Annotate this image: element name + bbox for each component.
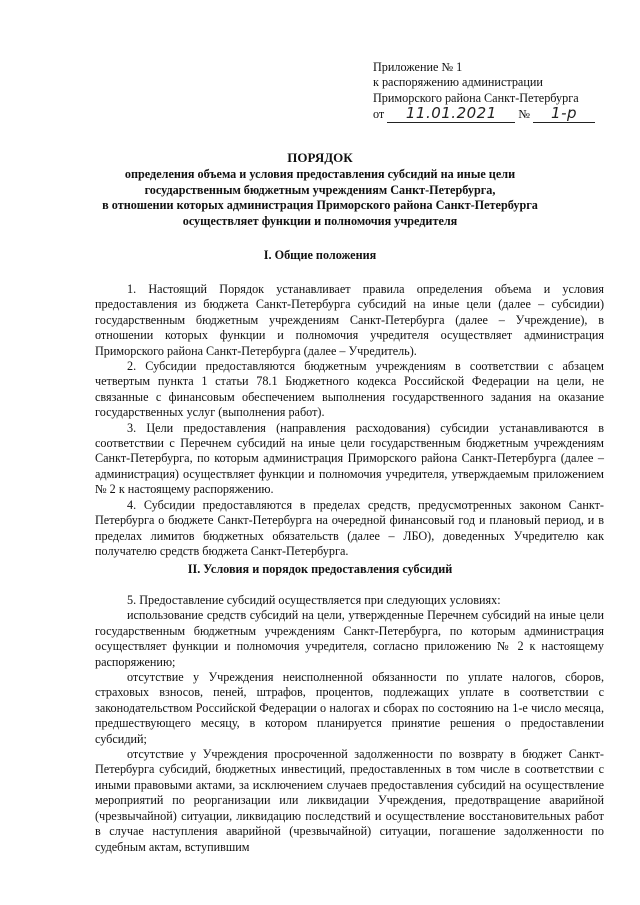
title-line-1: ПОРЯДОК bbox=[287, 150, 353, 165]
paragraph: использование средств субсидий на цели, утвержденные Перечнем субсидий на иные цели государственным бюджетным учреждениям Санкт-Петербурга, по которым администрация осуществляет функции и полномочия учредителя, согласно приложению № 2 к настоящему распоряжению; bbox=[95, 608, 604, 669]
appendix-line-1: Приложение № 1 bbox=[373, 60, 463, 74]
section-1-heading: I. Общие положения bbox=[263, 248, 377, 262]
section-1-body bbox=[95, 282, 604, 559]
title-line-2: определения объема и условия предоставления субсидий на иные цели bbox=[124, 167, 516, 182]
paragraph: 2. Субсидии предоставляются бюджетным учреждениям в соответствии с абзацем четвертым пункта 1 статьи 78.1 Бюджетного кодекса Российской Федерации на цели, не связанные с финансовым обеспечением выполнения государственного задания на оказание государственных услуг (выполнения работ). bbox=[95, 359, 604, 420]
appendix-date-number-line bbox=[373, 106, 613, 122]
appendix-line-3: Приморского района Санкт-Петербурга bbox=[373, 90, 579, 105]
paragraph: 1. Настоящий Порядок устанавливает правила определения объема и условия предоставления из бюджета Санкт-Петербурга субсидий на иные цели (далее – субсидии) государственным бюджетным учреждениям Санкт-Петербурга (далее – Учреждение), в отношении которых функции и полномочия учредителя осуществляет администрация Приморского района Санкт-Петербурга (далее – Учредитель). bbox=[95, 282, 604, 358]
section-2-heading: II. Условия и порядок предоставления субсидий bbox=[187, 562, 453, 576]
number-value: 1-р bbox=[533, 106, 595, 122]
date-value: 11.01.2021 bbox=[387, 106, 515, 122]
date-prefix: от bbox=[373, 107, 385, 122]
document-title bbox=[60, 150, 580, 229]
section-2-body bbox=[95, 593, 604, 855]
number-prefix: № bbox=[518, 107, 530, 122]
paragraph: 5. Предоставление субсидий осуществляется при следующих условиях: bbox=[127, 593, 501, 607]
title-line-3: государственным бюджетным учреждениям Санкт-Петербурга, bbox=[144, 182, 496, 197]
title-line-5: осуществляет функции и полномочия учредителя bbox=[182, 213, 458, 228]
paragraph: 4. Субсидии предоставляются в пределах средств, предусмотренных законом Санкт-Петербурга о бюджете Санкт-Петербурга на очередной финансовый год и плановый период, и в пределах лимитов бюджетных обязательств (далее – ЛБО), доведенных Учредителю как получателю средств бюджета Санкт-Петербурга. bbox=[95, 497, 604, 558]
paragraph: 3. Цели предоставления (направления расходования) субсидии устанавливаются в соответствии с Перечнем субсидий на иные цели государственным бюджетным учреждениям Санкт-Петербурга, по которым администрация Приморского района Санкт-Петербурга (далее – администрация) осуществляет функции и полномочия учредителя, утверждаемым приложением № 2 к настоящему распоряжению. bbox=[95, 420, 604, 497]
paragraph: отсутствие у Учреждения неисполненной обязанности по уплате налогов, сборов, страховых взносов, пеней, штрафов, процентов, подлежащих уплате в соответствии с законодательством Российской Федерации о налогах и сборах по состоянию на 1-е число месяца, предшествующего месяцу, в котором планируется принятие решения о предоставлении субсидий; bbox=[95, 670, 604, 746]
appendix-block bbox=[373, 60, 613, 123]
appendix-line-2: к распоряжению администрации bbox=[373, 75, 543, 90]
paragraph: отсутствие у Учреждения просроченной задолженности по возврату в бюджет Санкт-Петербурга субсидий, бюджетных инвестиций, предоставленных в том числе в соответствии с иными правовыми актами, за исключением случаев предоставления субсидий на осуществление мероприятий по реорганизации или ликвидации Учреждения, предотвращение аварийной (чрезвычайной) ситуации, ликвидацию последствий и осуществление восстановительных работ в случае наступления аварийной (чрезвычайной) ситуации, погашение задолженности по судебным актам, вступившим bbox=[95, 747, 604, 854]
title-line-4: в отношении которых администрация Приморского района Санкт-Петербурга bbox=[102, 198, 538, 213]
